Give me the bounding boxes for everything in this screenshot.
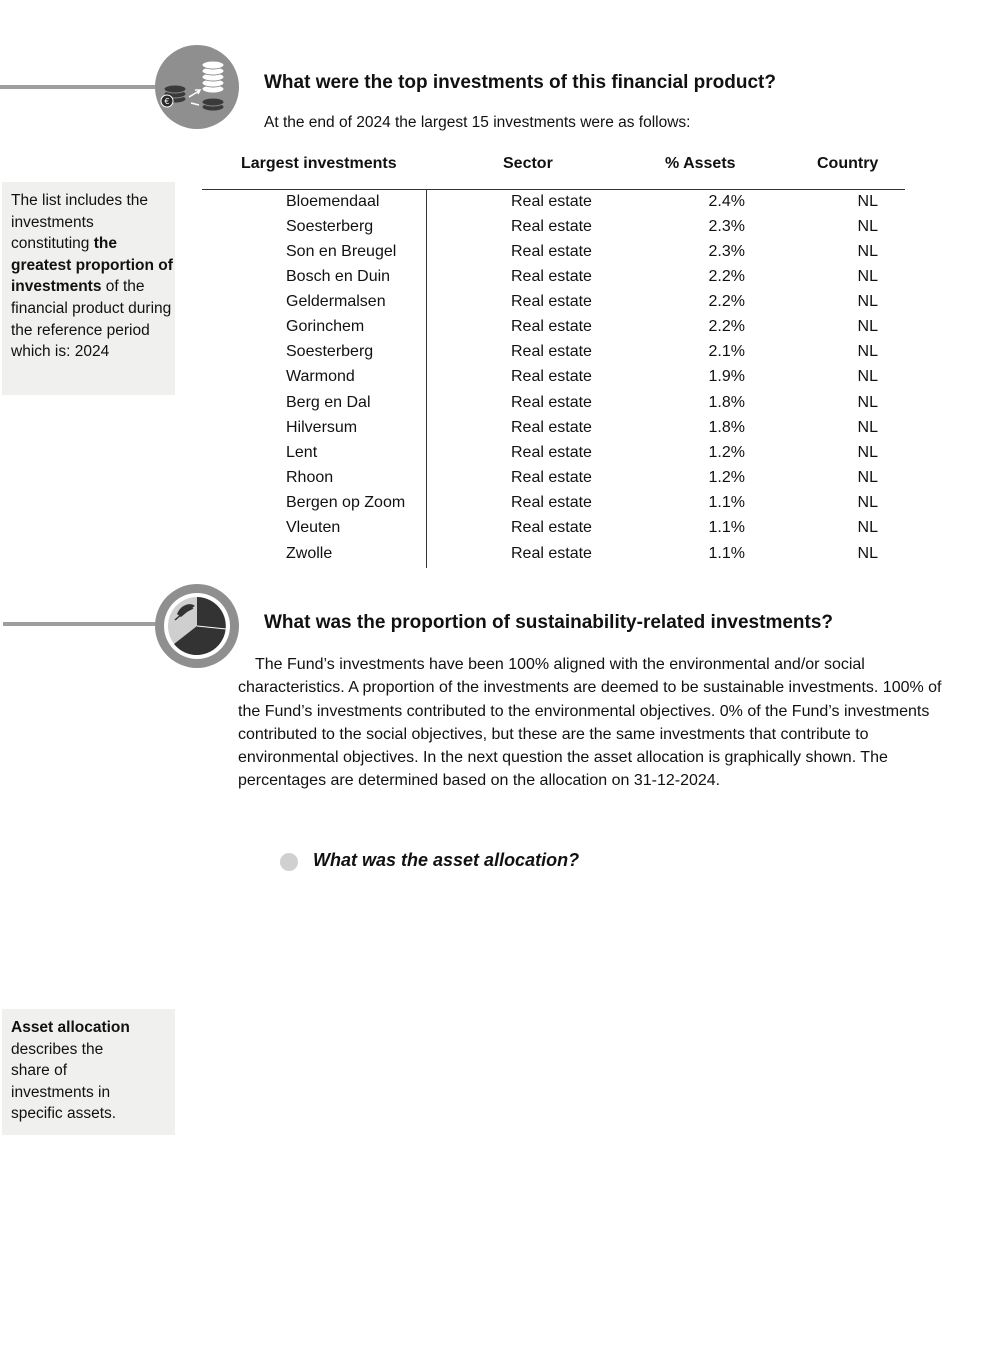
table-row: [0, 444, 994, 469]
table-row: [0, 293, 994, 318]
investment-percent: 1.2%: [708, 469, 745, 486]
investment-sector: Real estate: [511, 268, 592, 285]
table-row: [0, 368, 994, 393]
investment-sector: Real estate: [511, 293, 592, 310]
investment-percent: 1.8%: [708, 394, 745, 411]
investment-sector: Real estate: [511, 368, 592, 385]
investment-sector: Real estate: [511, 343, 592, 360]
investment-sector: Real estate: [511, 444, 592, 461]
table-row: [0, 519, 994, 544]
sidebar-note-bold: the greatest proportion of investments: [11, 235, 173, 296]
investment-percent: 2.2%: [708, 268, 745, 285]
table-header-rule: [202, 189, 905, 190]
sidebar-note-bold: Asset allocation: [11, 1019, 130, 1036]
investment-percent: 2.4%: [708, 193, 745, 210]
investment-name: Soesterberg: [286, 343, 374, 360]
sidebar-note-asset-allocation: [2, 1009, 175, 1135]
sidebar-note-text: The list includes the investments constituting: [11, 192, 148, 253]
top-investments-intro: At the end of 2024 the largest 15 investments were as follows:: [264, 114, 691, 131]
table-row: [0, 394, 994, 419]
investment-country: NL: [857, 419, 878, 436]
investment-country: NL: [857, 519, 878, 536]
column-header-largest-investments: Largest investments: [241, 155, 397, 172]
investment-sector: Real estate: [511, 469, 592, 486]
investment-sector: Real estate: [511, 545, 592, 562]
investment-country: NL: [857, 268, 878, 285]
investment-sector: Real estate: [511, 419, 592, 436]
investment-percent: 1.1%: [708, 494, 745, 511]
investment-name: Bloemendaal: [286, 193, 380, 210]
investment-country: NL: [857, 218, 878, 235]
bullet-dot: [280, 853, 298, 871]
table-row: [0, 218, 994, 243]
investment-name: Gorinchem: [286, 318, 365, 335]
table-row: [0, 268, 994, 293]
investment-name: Zwolle: [286, 545, 333, 562]
sidebar-note-text: describes the share of investments in specific assets.: [11, 1040, 117, 1123]
investment-name: Son en Breugel: [286, 243, 397, 260]
table-row: [0, 343, 994, 368]
investment-name: Geldermalsen: [286, 293, 386, 310]
investment-percent: 2.2%: [708, 293, 745, 310]
leaf-pie-icon: [155, 584, 239, 668]
section-divider-line: [0, 85, 160, 89]
column-header-assets: % Assets: [665, 155, 736, 172]
investment-country: NL: [857, 444, 878, 461]
table-row: [0, 494, 994, 519]
investment-country: NL: [857, 343, 878, 360]
table-row: [0, 469, 994, 494]
investment-percent: 2.1%: [708, 343, 745, 360]
investment-name: Hilversum: [286, 419, 358, 436]
investment-name: Warmond: [286, 368, 355, 385]
sustainability-heading: What was the proportion of sustainability-related investments?: [264, 612, 834, 633]
investment-country: NL: [857, 545, 878, 562]
sidebar-note-text-end: of the financial product during the reference period which is: 2024: [11, 278, 172, 361]
investment-sector: Real estate: [511, 193, 592, 210]
investment-name: Vleuten: [286, 519, 341, 536]
investment-country: NL: [857, 494, 878, 511]
investment-country: NL: [857, 293, 878, 310]
investment-percent: 2.3%: [708, 243, 745, 260]
column-header-country: Country: [817, 155, 879, 172]
investment-name: Lent: [286, 444, 318, 461]
investment-sector: Real estate: [511, 519, 592, 536]
investment-name: Bosch en Duin: [286, 268, 391, 285]
investment-name: Soesterberg: [286, 218, 374, 235]
table-row: [0, 419, 994, 444]
sustainability-paragraph-text: The Fund’s investments have been 100% aligned with the environmental and/or social characteristics. A proportion of the investments are deemed to be sustainable investments. 100% of the Fund’s investments contributed to the environmental objectives. 0% of the Fund’s investments contributed to the social objectives, but these are the same investments that contribute to environmental objectives. In the next question the asset allocation is graphically shown. The percentages are determined based on the allocation on 31-12-2024.: [238, 656, 942, 790]
table-row: [0, 193, 994, 218]
svg-text:€: €: [164, 97, 170, 106]
investment-country: NL: [857, 368, 878, 385]
investment-country: NL: [857, 318, 878, 335]
column-header-sector: Sector: [503, 155, 553, 172]
investment-name: Bergen op Zoom: [286, 494, 406, 511]
investment-sector: Real estate: [511, 394, 592, 411]
investment-percent: 1.9%: [708, 368, 745, 385]
investment-country: NL: [857, 394, 878, 411]
investment-name: Berg en Dal: [286, 394, 371, 411]
investment-country: NL: [857, 243, 878, 260]
investment-sector: Real estate: [511, 243, 592, 260]
coins-icon: [155, 45, 239, 129]
investment-sector: Real estate: [511, 218, 592, 235]
investment-percent: 1.2%: [708, 444, 745, 461]
investment-sector: Real estate: [511, 318, 592, 335]
investment-name: Rhoon: [286, 469, 334, 486]
investment-percent: 2.2%: [708, 318, 745, 335]
asset-allocation-question: What was the asset allocation?: [313, 850, 580, 870]
investment-percent: 1.1%: [708, 545, 745, 562]
sustainability-paragraph: [238, 653, 968, 793]
investment-percent: 2.3%: [708, 218, 745, 235]
section-divider-line: [3, 622, 160, 626]
investment-percent: 1.8%: [708, 419, 745, 436]
table-row: [0, 243, 994, 268]
investment-country: NL: [857, 193, 878, 210]
top-investments-heading: What were the top investments of this financial product?: [264, 72, 776, 93]
investment-country: NL: [857, 469, 878, 486]
table-row: [0, 545, 994, 570]
table-row: [0, 318, 994, 343]
investment-sector: Real estate: [511, 494, 592, 511]
investment-percent: 1.1%: [708, 519, 745, 536]
